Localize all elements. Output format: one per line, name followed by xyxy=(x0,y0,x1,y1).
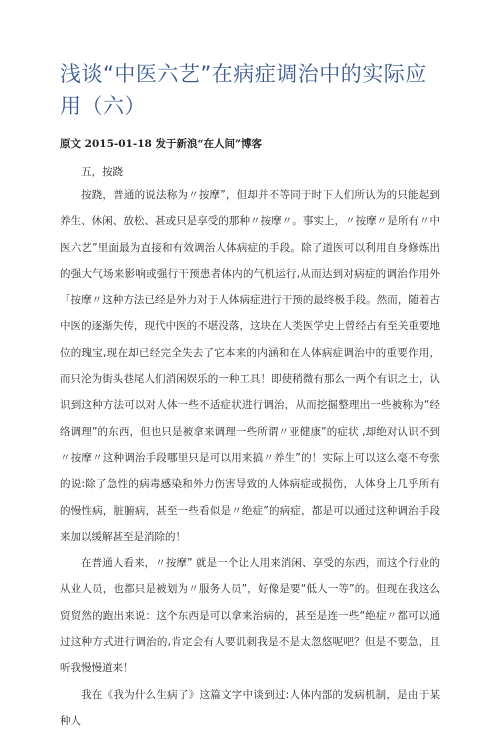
paragraph-2: 在普通人看来，〃按摩” 就是一个让人用来消闲、享受的东西，而这个行业的从业人员，也都只是被划为〃服务人员”，好像是要“低人一等”的。但现在我这么贸贸然的跑出来说：这个东西是可以拿来治病的，甚至是连一些“绝症〃都可以通过这种方式进行调治的,肯定会有人要讥刺我是不是太忽悠呢吧？但是不要急，且听我慢慢道来！ xyxy=(60,557,440,675)
section-heading: 五，按跷 xyxy=(81,166,123,178)
article-title: 浅谈“中医六艺”在病症调治中的实际应用（六） xyxy=(60,62,427,118)
paragraph-1: 按跷，普通的说法称为〃按摩”，但却并不等同于时下人们所认为的只能起到养生、休闲、放松、甚或只是享受的那种〃按摩〃。事实上，〃按摩〃是所有〃中医六艺”里面最为直接和有效调治人体病症的手段。除了道医可以利用自身修炼出的强大气场来影响或强行干预患者体内的气机运行,从而达到对病症的调治作用外「按摩〃这种方法已经是外力对于人体病症进行干预的最终极手段。然而，随着古中医的逐渐失传，现代中医的不堪没落，这块在人类医学史上曾经占有至关重要地位的瑰宝,现在却已经完全失去了它本来的内涵和在人体病症调治中的重要作用，而只沦为街头巷尾人们消闲娱乐的一种工具！即使稍微有那么一两个有识之士，认识到这种方法可以对人体一些不适症状进行调治，从而挖掘整理出一些被称为“经络调理”的东西，但也只是被拿来调理一些所谓〃亚健康”的症状 ,却绝对认识不到〃按摩〃这种调治手段哪里只是可以用来搞〃养生”的！实际上可以这么毫不夸张的说:除了急性的病毒感染和外力伤害导致的人体病症或损伤，人体身上几乎所有的慢性病，脏腑病，甚至一些看似是〃绝症”的病症，都是可以通过这种调治手段来加以缓解甚至是消除的！ xyxy=(60,189,440,543)
article-meta: 原文 2015-01-18 发于新浪“在人间”博客 xyxy=(60,138,263,150)
paragraph-3: 我在《我为什么生病了》这篇文字中谈到过:人体内部的发病机制，是由于某种人 xyxy=(60,688,440,727)
